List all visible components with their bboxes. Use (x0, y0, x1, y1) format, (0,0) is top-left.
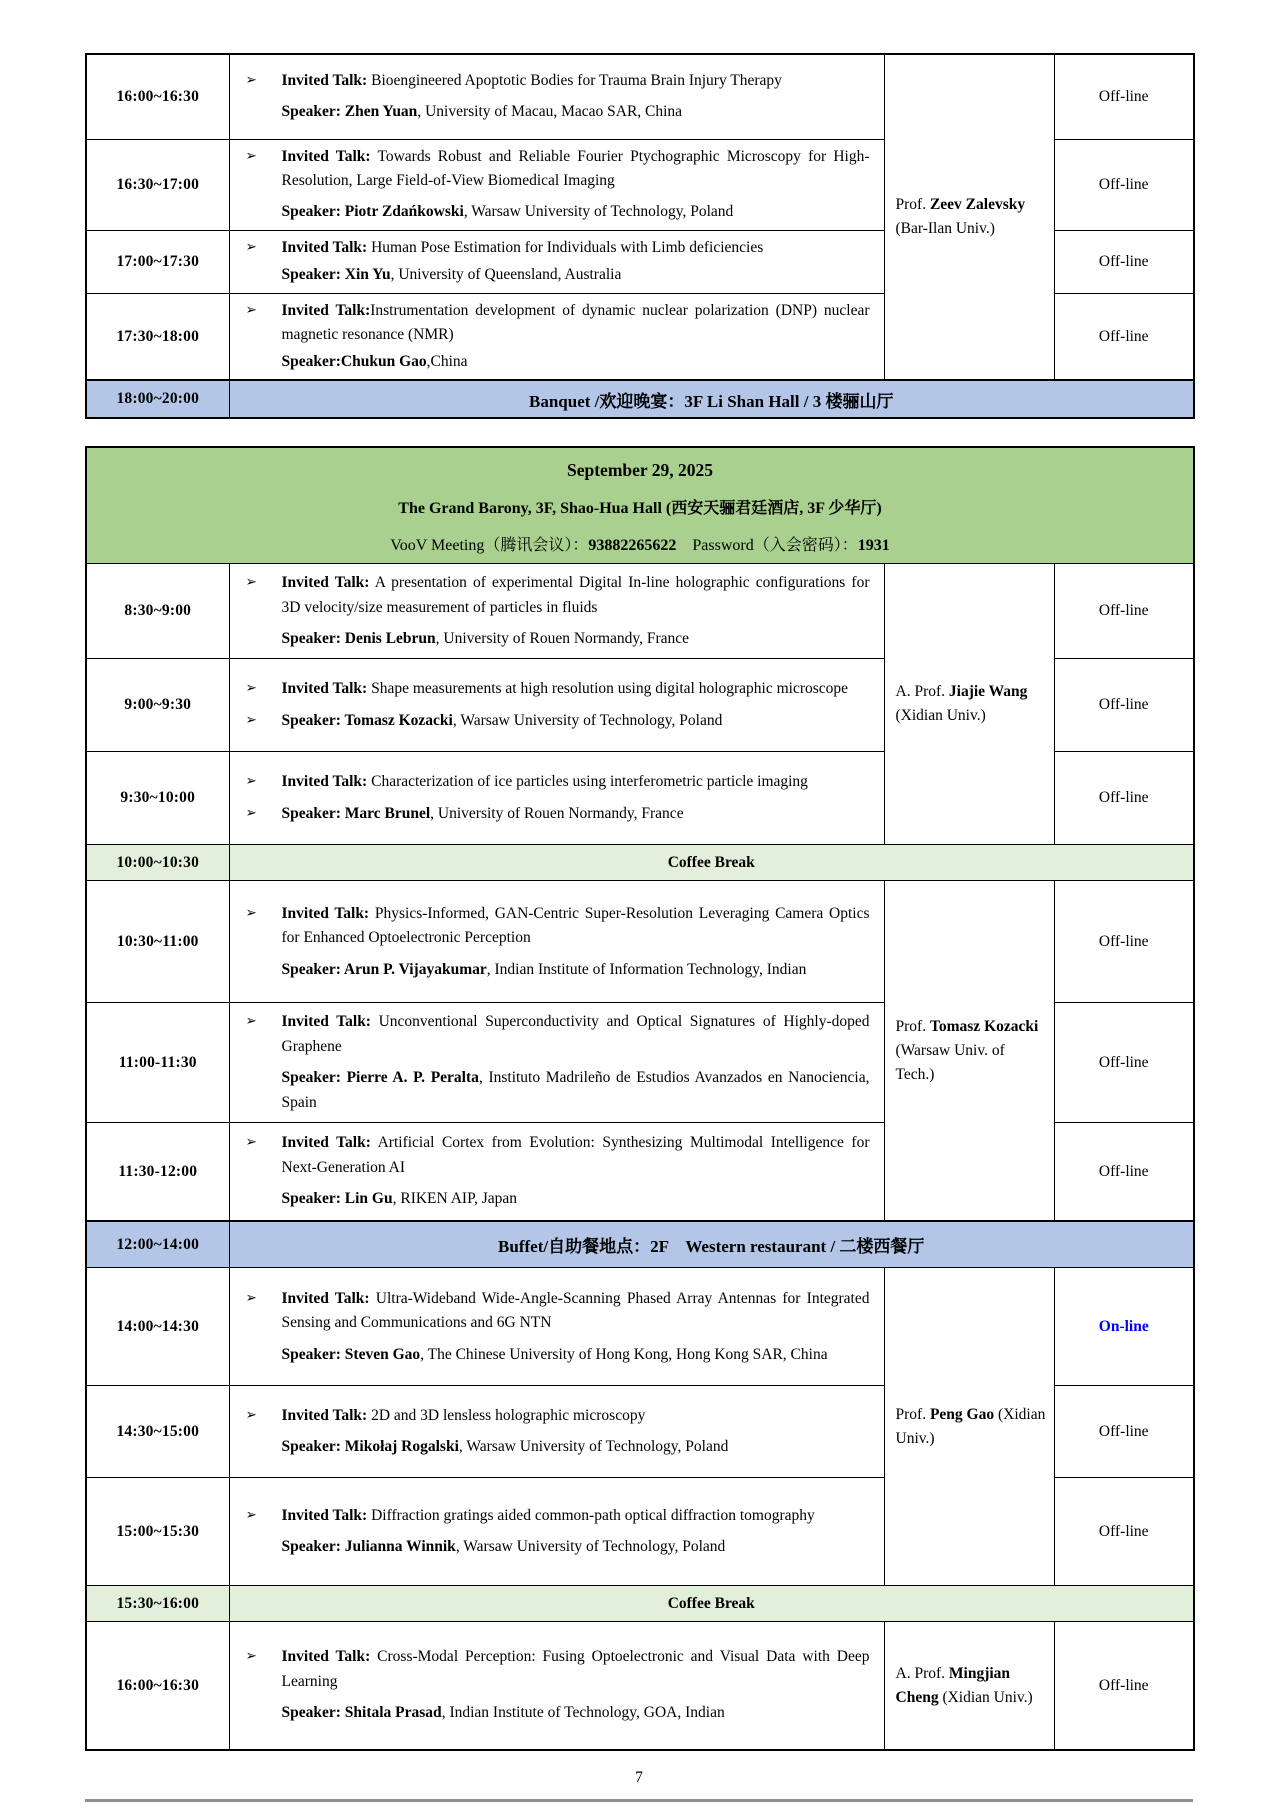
speaker-name: Speaker: Mikołaj Rogalski (281, 1438, 459, 1456)
talk-title-text: Cross-Modal Perception: Fusing Optoelectronic and Visual Data with Deep Learning (281, 1648, 870, 1690)
time-cell: 11:30-12:00 (86, 1123, 229, 1221)
speaker-affiliation: , Indian Institute of Technology, GOA, Indian (441, 1704, 725, 1722)
invited-talk-label: Invited Talk: (281, 71, 368, 89)
talk-speaker (246, 709, 870, 733)
speaker-affiliation: , University of Rouen Normandy, France (435, 630, 690, 648)
speaker-affiliation: , The Chinese University of Hong Kong, Hong Kong SAR, China (420, 1345, 828, 1363)
talk-title (246, 677, 870, 701)
speaker-affiliation: , Warsaw University of Technology, Poland (455, 1538, 726, 1556)
time-cell: 8:30~9:00 (86, 564, 229, 659)
arrow-bullet-icon: ➢ (245, 804, 257, 821)
talk-cell (229, 54, 884, 139)
talk-title-text: Characterization of ice particles using interferometric particle imaging (367, 773, 808, 791)
arrow-bullet-icon: ➢ (245, 904, 257, 921)
speaker-name: Speaker: Arun P. Vijayakumar (281, 960, 487, 978)
coffee-break-row (86, 845, 1194, 881)
time-cell: 12:00~14:00 (86, 1221, 229, 1268)
time-cell: 17:00~17:30 (86, 230, 229, 293)
talk-title-text: Towards Robust and Reliable Fourier Ptychographic Microscopy for High-Resolution, Large Field-of-View Biomedical Imaging (281, 147, 870, 189)
status-cell: On-line (1054, 1268, 1194, 1386)
chair-affiliation: (Xidian Univ.) (938, 1688, 1033, 1706)
arrow-bullet-icon: ➢ (245, 1289, 257, 1306)
chair-cell (884, 564, 1054, 845)
talk-speaker (246, 200, 870, 224)
talk-cell (229, 230, 884, 293)
talk-speaker (246, 1701, 870, 1725)
arrow-bullet-icon: ➢ (245, 147, 257, 164)
talk-title (246, 902, 870, 951)
status-cell: Off-line (1054, 230, 1194, 293)
talk-title (246, 571, 870, 620)
status-cell: Off-line (1054, 1386, 1194, 1478)
talk-cell (229, 881, 884, 1003)
schedule-table-sept29 (85, 446, 1195, 1751)
arrow-bullet-icon: ➢ (245, 1506, 257, 1523)
speaker-name: Speaker: Steven Gao (281, 1345, 421, 1363)
speaker-affiliation: , University of Rouen Normandy, France (430, 804, 684, 822)
chair-prefix: A. Prof. (895, 683, 949, 701)
invited-talk-label: Invited Talk: (281, 1648, 371, 1666)
invited-talk-label: Invited Talk: (281, 239, 368, 257)
talk-title (246, 69, 870, 93)
talk-speaker (246, 1187, 870, 1211)
chair-name: Jiajie Wang (948, 683, 1028, 701)
talk-title (246, 770, 870, 794)
time-cell: 18:00~20:00 (86, 380, 229, 418)
buffet-label: Buffet/自助餐地点：2F Western restaurant / 二楼西餐厅 (229, 1221, 1194, 1268)
talk-speaker (246, 350, 870, 374)
talk-cell (229, 752, 884, 845)
next-table-edge (85, 1799, 1193, 1808)
time-cell: 9:00~9:30 (86, 659, 229, 752)
coffee-break-label: Coffee Break (229, 845, 1194, 881)
speaker-name: Speaker: Shitala Prasad (281, 1704, 442, 1722)
table-row (86, 1268, 1194, 1386)
day-header-row (86, 447, 1194, 564)
status-cell: Off-line (1054, 139, 1194, 230)
speaker-name: Speaker: Zhen Yuan (281, 103, 418, 121)
status-cell: Off-line (1054, 1478, 1194, 1586)
invited-talk-label: Invited Talk: (281, 574, 370, 592)
chair-cell (884, 1268, 1054, 1586)
speaker-name: Speaker: Tomasz Kozacki (281, 711, 453, 729)
time-cell: 16:30~17:00 (86, 139, 229, 230)
buffet-row (86, 1221, 1194, 1268)
talk-cell (229, 1003, 884, 1123)
time-cell: 9:30~10:00 (86, 752, 229, 845)
banquet-label: Banquet /欢迎晚宴：3F Li Shan Hall / 3 楼骊山厅 (229, 380, 1194, 418)
time-cell: 16:00~16:30 (86, 1622, 229, 1750)
talk-title-text: Ultra-Wideband Wide-Angle-Scanning Phased Array Antennas for Integrated Sensing and Communications and 6G NTN (281, 1289, 870, 1332)
chair-name: Zeev Zalevsky (929, 196, 1026, 214)
talk-title-text: Diffraction gratings aided common-path optical diffraction tomography (367, 1506, 815, 1524)
speaker-affiliation: , University of Queensland, Australia (390, 265, 622, 283)
talk-speaker (246, 1435, 870, 1459)
chair-name: Peng Gao (929, 1405, 995, 1423)
banquet-row (86, 380, 1194, 418)
invited-talk-label: Invited Talk: (281, 1013, 371, 1031)
talk-title-text: A presentation of experimental Digital In-line holographic configurations for 3D velocity/size measurement of particles in fluids (281, 574, 870, 616)
arrow-bullet-icon: ➢ (245, 301, 257, 318)
time-cell: 14:00~14:30 (86, 1268, 229, 1386)
speaker-name: Speaker: Julianna Winnik (281, 1538, 456, 1556)
meeting-id: 93882265622 (588, 537, 677, 555)
arrow-bullet-icon: ➢ (245, 680, 257, 697)
chair-cell (884, 54, 1054, 380)
invited-talk-label: Invited Talk: (281, 773, 368, 791)
talk-title (246, 1131, 870, 1180)
speaker-affiliation: , Warsaw University of Technology, Poland (463, 203, 734, 221)
time-cell: 10:00~10:30 (86, 845, 229, 881)
talk-title (246, 236, 870, 260)
chair-prefix: Prof. (895, 1405, 930, 1423)
time-cell: 16:00~16:30 (86, 54, 229, 139)
speaker-affiliation: ,China (426, 352, 468, 370)
chair-prefix: Prof. (895, 196, 930, 214)
page-number: 7 (635, 1768, 643, 1786)
talk-title-text: Bioengineered Apoptotic Bodies for Trauma Brain Injury Therapy (367, 71, 782, 89)
table-row (86, 1622, 1194, 1750)
status-cell: Off-line (1054, 1622, 1194, 1750)
status-cell: Off-line (1054, 752, 1194, 845)
invited-talk-label: Invited Talk: (281, 301, 371, 319)
schedule-table-sept28 (85, 53, 1195, 419)
talk-title-text: Artificial Cortex from Evolution: Synthesizing Multimodal Intelligence for Next-Generation AI (281, 1134, 870, 1176)
status-cell: Off-line (1054, 881, 1194, 1003)
speaker-name: Speaker: Xin Yu (281, 265, 391, 283)
table-row (86, 54, 1194, 139)
talk-title (246, 1404, 870, 1428)
day-header-cell (86, 447, 1194, 564)
talk-speaker (246, 263, 870, 287)
arrow-bullet-icon: ➢ (245, 574, 257, 591)
talk-title-text: Unconventional Superconductivity and Optical Signatures of Highly-doped Graphene (281, 1013, 870, 1055)
chair-prefix: A. Prof. (895, 1664, 949, 1682)
talk-cell (229, 1478, 884, 1586)
talk-cell (229, 293, 884, 380)
time-cell: 11:00-11:30 (86, 1003, 229, 1123)
arrow-bullet-icon: ➢ (245, 1648, 257, 1665)
time-cell: 15:00~15:30 (86, 1478, 229, 1586)
coffee-break-row (86, 1586, 1194, 1622)
invited-talk-label: Invited Talk: (281, 1134, 371, 1152)
chair-prefix: Prof. (895, 1017, 930, 1035)
coffee-break-label: Coffee Break (229, 1586, 1194, 1622)
speaker-affiliation: , Warsaw University of Technology, Poland (458, 1438, 729, 1456)
time-cell: 15:30~16:00 (86, 1586, 229, 1622)
talk-speaker (246, 627, 870, 651)
talk-cell (229, 1622, 884, 1750)
table-gap (85, 419, 1280, 446)
meeting-password: 1931 (857, 537, 890, 555)
chair-cell (884, 881, 1054, 1221)
talk-speaker (246, 1535, 870, 1559)
chair-name: Mingjian Cheng (895, 1664, 1011, 1706)
voov-label: VooV Meeting（腾讯会议）： (390, 537, 589, 555)
talk-title (246, 1645, 870, 1694)
chair-name: Tomasz Kozacki (929, 1017, 1039, 1035)
invited-talk-label: Invited Talk: (281, 1406, 368, 1424)
table-row (86, 881, 1194, 1003)
day-date: September 29, 2025 (567, 460, 713, 481)
talk-speaker (246, 1343, 870, 1367)
arrow-bullet-icon: ➢ (245, 1406, 257, 1423)
talk-title-text: Human Pose Estimation for Individuals with Limb deficiencies (367, 239, 764, 257)
invited-talk-label: Invited Talk: (281, 1289, 370, 1307)
talk-title-text: Shape measurements at high resolution using digital holographic microscope (367, 680, 849, 698)
talk-title-text: 2D and 3D lensless holographic microscopy (367, 1406, 646, 1424)
chair-cell (884, 1622, 1054, 1750)
speaker-name: Speaker: Lin Gu (281, 1190, 393, 1208)
chair-affiliation: (Xidian Univ.) (895, 1405, 1046, 1447)
arrow-bullet-icon: ➢ (245, 71, 257, 88)
speaker-name: Speaker: Piotr Zdańkowski (281, 203, 464, 221)
talk-cell (229, 1268, 884, 1386)
talk-cell (229, 1123, 884, 1221)
talk-title (246, 1504, 870, 1528)
talk-speaker (246, 958, 870, 982)
talk-title (246, 1287, 870, 1336)
invited-talk-label: Invited Talk: (281, 680, 368, 698)
arrow-bullet-icon: ➢ (245, 773, 257, 790)
talk-cell (229, 139, 884, 230)
arrow-bullet-icon: ➢ (245, 1013, 257, 1030)
chair-affiliation: (Bar-Ilan Univ.) (895, 220, 995, 238)
day-venue: The Grand Barony, 3F, Shao-Hua Hall (西安天骊君廷酒店, 3F 少华厅) (398, 500, 882, 518)
talk-title (246, 145, 870, 194)
status-cell: Off-line (1054, 293, 1194, 380)
status-cell: Off-line (1054, 564, 1194, 659)
invited-talk-label: Invited Talk: (281, 147, 371, 165)
speaker-affiliation: , Instituto Madrileño de Estudios Avanzados en Nanociencia, Spain (281, 1069, 870, 1111)
speaker-name: Speaker: Marc Brunel (281, 804, 431, 822)
talk-title-text: Physics-Informed, GAN-Centric Super-Resolution Leveraging Camera Optics for Enhanced Optoelectronic Perception (281, 904, 870, 947)
time-cell: 10:30~11:00 (86, 881, 229, 1003)
day-meeting-info (97, 532, 1183, 555)
talk-title (246, 1010, 870, 1059)
password-label: Password（入会密码）： (676, 537, 858, 555)
speaker-affiliation: , Indian Institute of Information Technology, Indian (486, 960, 807, 978)
talk-speaker (246, 100, 870, 124)
chair-affiliation: (Xidian Univ.) (895, 707, 986, 725)
invited-talk-label: Invited Talk: (281, 904, 370, 922)
talk-cell (229, 564, 884, 659)
speaker-name: Speaker: Denis Lebrun (281, 630, 436, 648)
talk-speaker (246, 802, 870, 826)
speaker-name: Speaker: Pierre A. P. Peralta (281, 1069, 479, 1087)
chair-affiliation: (Warsaw Univ. of Tech.) (895, 1041, 1005, 1083)
arrow-bullet-icon: ➢ (245, 239, 257, 256)
talk-cell (229, 1386, 884, 1478)
time-cell: 17:30~18:00 (86, 293, 229, 380)
talk-speaker (246, 1066, 870, 1115)
status-cell: Off-line (1054, 1123, 1194, 1221)
status-cell: Off-line (1054, 54, 1194, 139)
talk-title-text: Instrumentation development of dynamic nuclear polarization (DNP) nuclear magnetic resonance (NMR) (281, 301, 870, 344)
arrow-bullet-icon: ➢ (245, 711, 257, 728)
speaker-affiliation: , Warsaw University of Technology, Poland (452, 711, 723, 729)
talk-title (246, 299, 870, 348)
talk-cell (229, 659, 884, 752)
speaker-affiliation: , RIKEN AIP, Japan (392, 1190, 518, 1208)
arrow-bullet-icon: ➢ (245, 1134, 257, 1151)
time-cell: 14:30~15:00 (86, 1386, 229, 1478)
speaker-name: Speaker:Chukun Gao (281, 352, 427, 370)
status-cell: Off-line (1054, 1003, 1194, 1123)
table-row (86, 564, 1194, 659)
status-cell: Off-line (1054, 659, 1194, 752)
speaker-affiliation: , University of Macau, Macao SAR, China (417, 103, 683, 121)
invited-talk-label: Invited Talk: (281, 1506, 368, 1524)
